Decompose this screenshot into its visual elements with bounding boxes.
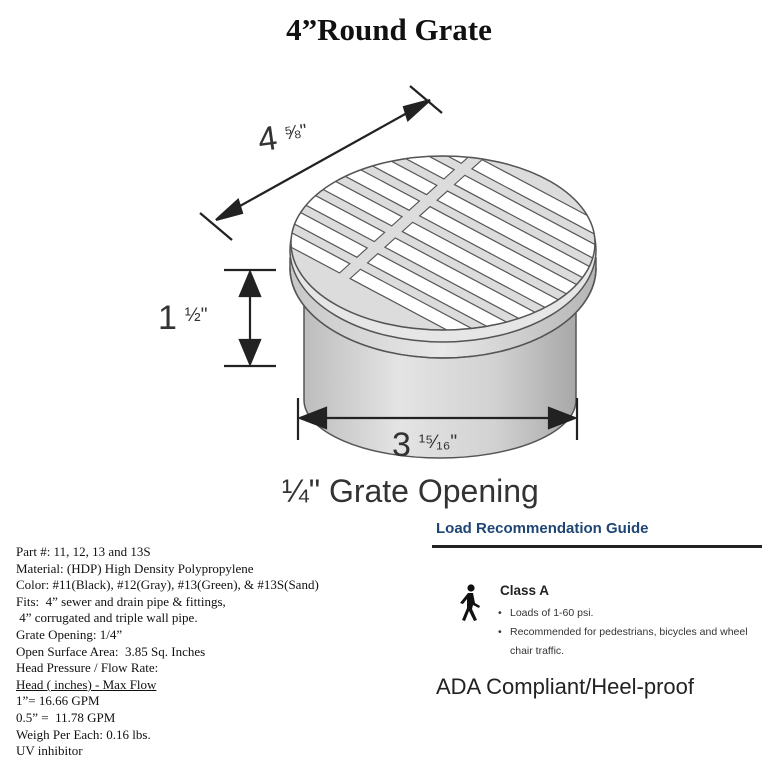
spec-line: Fits: 4” sewer and drain pipe & fittings, <box>16 593 226 609</box>
spec-line: Open Surface Area: 3.85 Sq. Inches <box>16 643 206 659</box>
ada-compliance-text: ADA Compliant/Heel-proof <box>436 674 695 699</box>
spec-line: UV inhibitor <box>16 743 83 759</box>
spec-line: Material: (HDP) High Density Polypropylene <box>16 560 254 576</box>
spec-line: Part #: 11, 12, 13 and 13S <box>16 544 151 559</box>
dimension-height <box>224 270 276 366</box>
spec-line: 1”= 16.66 GPM <box>16 693 100 709</box>
top-diameter-whole: 4 <box>255 119 280 160</box>
spec-line: Color: #11(Black), #12(Gray), #13(Green), & #13S(Sand) <box>16 577 319 593</box>
load-guide-bullets <box>498 604 763 661</box>
spec-line: 0.5” = 11.78 GPM <box>16 709 116 725</box>
class-a-label: Class A <box>500 583 550 598</box>
height-label <box>158 299 208 338</box>
top-diameter-fraction: ⅝" <box>283 120 309 145</box>
height-fraction: ½" <box>184 305 208 326</box>
bottom-diameter-fraction: ¹⁵⁄₁₆" <box>418 432 458 453</box>
spec-line: 4” corrugated and triple wall pipe. <box>16 610 198 626</box>
load-guide-bullet: • Loads of 1-60 psi. <box>498 604 763 623</box>
height-whole: 1 <box>158 299 177 337</box>
grate-opening-label: ¼" Grate Opening <box>282 473 539 509</box>
load-guide-divider <box>432 545 762 548</box>
spec-line-flow-header: Head ( inches) - Max Flow <box>16 676 157 692</box>
bottom-diameter-whole: 3 <box>392 426 411 464</box>
spec-line: Head Pressure / Flow Rate: <box>16 660 159 676</box>
top-diameter-label <box>256 115 310 161</box>
load-guide-heading: Load Recommendation Guide <box>436 520 649 537</box>
bottom-diameter-label <box>392 426 457 465</box>
pedestrian-icon <box>456 584 482 622</box>
spec-line: Grate Opening: 1/4” <box>16 626 123 642</box>
load-guide-bullet: • Recommended for pedestrians, bicycles and wheel chair traffic. <box>498 623 763 661</box>
spec-line: Weigh Per Each: 0.16 lbs. <box>16 726 151 742</box>
specifications-list <box>16 544 416 760</box>
page-title: 4”Round Grate <box>286 12 492 47</box>
